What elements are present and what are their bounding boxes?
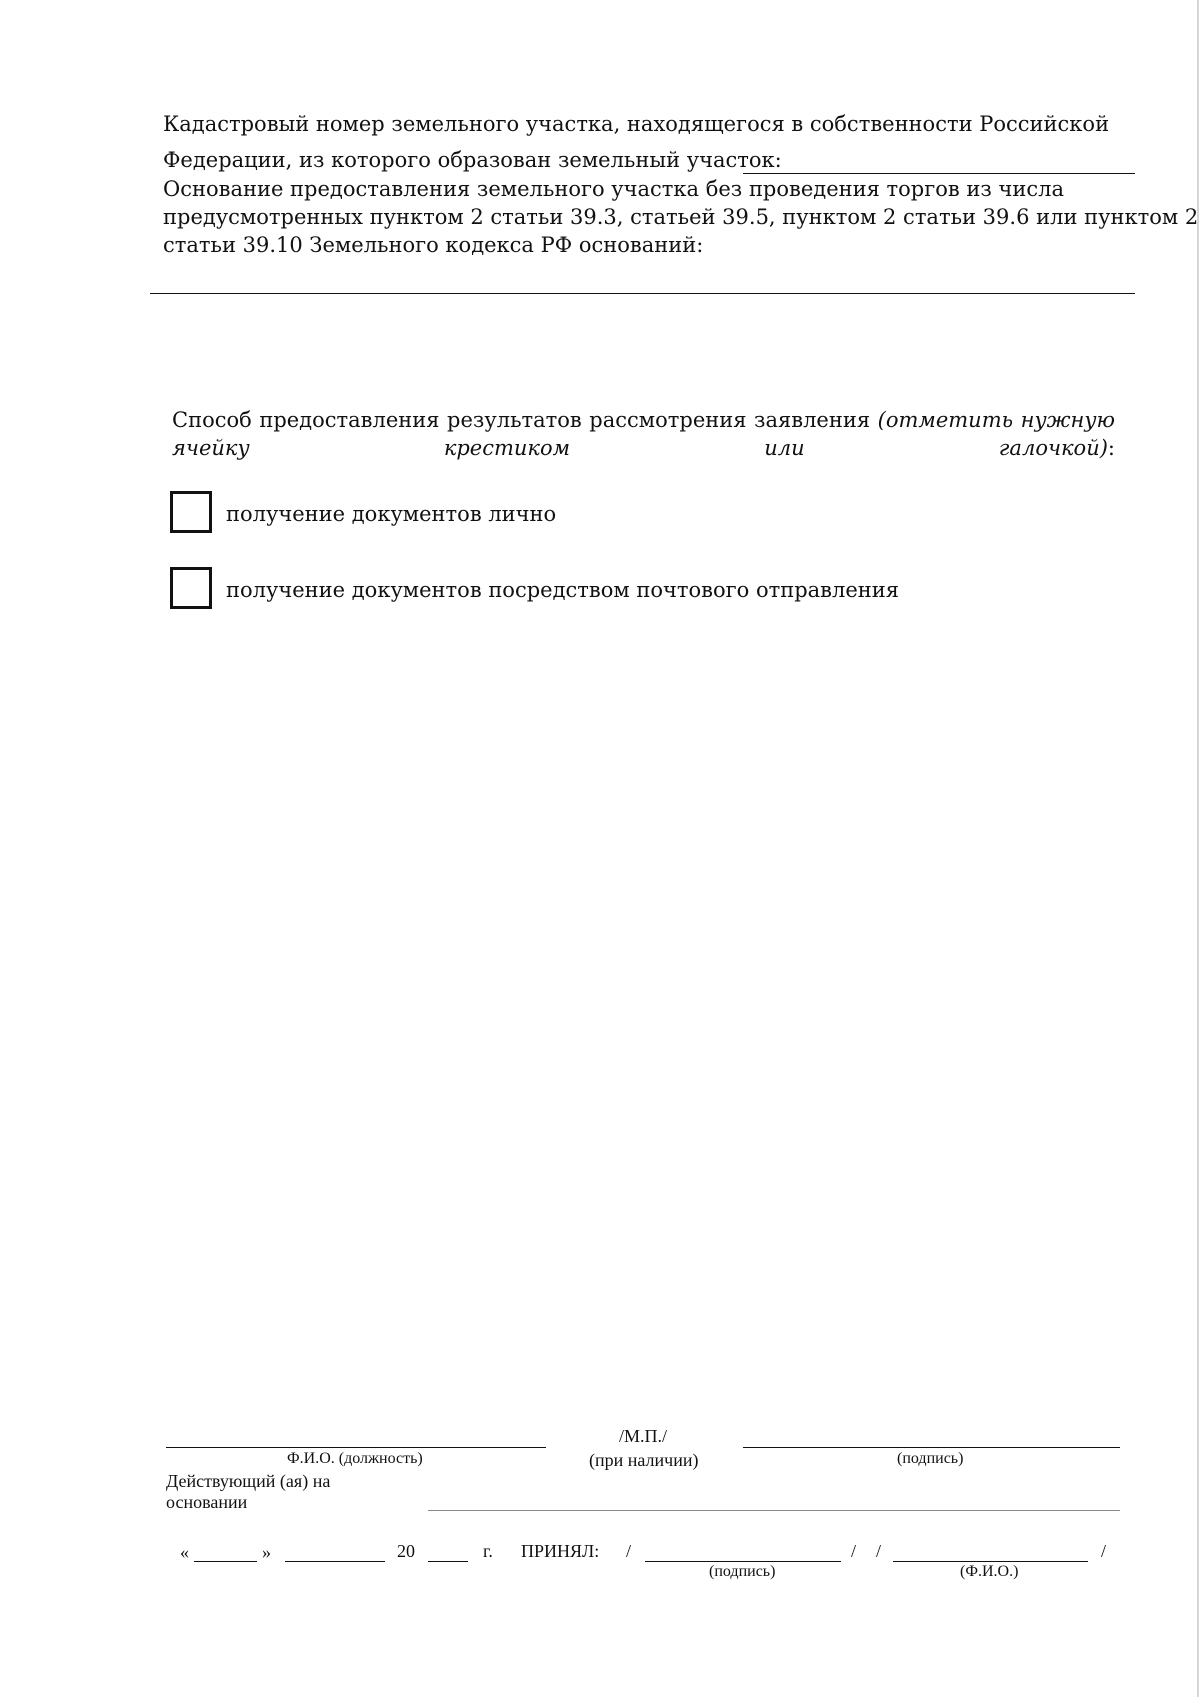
mp-label: /М.П./ — [619, 1426, 668, 1446]
year-field[interactable] — [428, 1561, 468, 1562]
method-colon: : — [1107, 436, 1115, 460]
year-suffix: г. — [483, 1541, 493, 1561]
option-mail-label: получение документов посредством почтового отправления — [226, 578, 899, 602]
basis-line2: предусмотренных пунктом 2 статьи 39.3, статьей 39.5, пунктом 2 статьи 39.6 или пунктом 2 — [163, 205, 1199, 229]
basis-field[interactable] — [150, 293, 1135, 294]
accepted-label: ПРИНЯЛ: — [521, 1541, 600, 1561]
acting-line1: Действующий (ая) на — [166, 1471, 331, 1491]
signature-field[interactable] — [743, 1447, 1120, 1448]
date-close-quote: » — [262, 1542, 271, 1562]
checkbox-personal[interactable] — [170, 491, 212, 533]
option-personal-label: получение документов лично — [226, 502, 557, 526]
cadastral-label-line2: Федерации, из которого образован земельный участок: — [163, 148, 782, 172]
cadastral-label-line1: Кадастровый номер земельного участка, находящегося в собственности Российской — [163, 112, 1110, 136]
cadastral-number-field[interactable] — [743, 173, 1135, 174]
date-open-quote: « — [180, 1542, 189, 1562]
year-prefix: 20 — [397, 1541, 415, 1561]
checkbox-mail[interactable] — [170, 567, 212, 609]
signature-caption: (подпись) — [897, 1450, 964, 1467]
fio-position-caption: Ф.И.О. (должность) — [287, 1450, 423, 1467]
slash-3: / — [876, 1541, 882, 1561]
method-text: Способ предоставления результатов рассмотрения заявления — [172, 408, 878, 432]
accepted-fio-caption: (Ф.И.О.) — [960, 1563, 1019, 1580]
month-field[interactable] — [285, 1561, 385, 1562]
accepted-signature-caption: (подпись) — [709, 1563, 776, 1580]
method-line1 — [172, 406, 1115, 462]
acting-basis-field[interactable] — [428, 1510, 1120, 1511]
method-hint: (отметить нужную ячейку крестиком или галочкой) — [172, 408, 1115, 460]
basis-line3: статьи 39.10 Земельного кодекса РФ оснований: — [163, 233, 704, 257]
slash-4: / — [1101, 1541, 1107, 1561]
slash-2: / — [851, 1541, 857, 1561]
basis-line1: Основание предоставления земельного участка без проведения торгов из числа — [163, 177, 1065, 201]
mp-note: (при наличии) — [589, 1450, 699, 1470]
fio-position-field[interactable] — [166, 1447, 546, 1448]
slash-1: / — [626, 1541, 632, 1561]
page-edge — [1197, 0, 1199, 1697]
acting-line2: основании — [166, 1492, 248, 1512]
day-field[interactable] — [194, 1561, 257, 1562]
